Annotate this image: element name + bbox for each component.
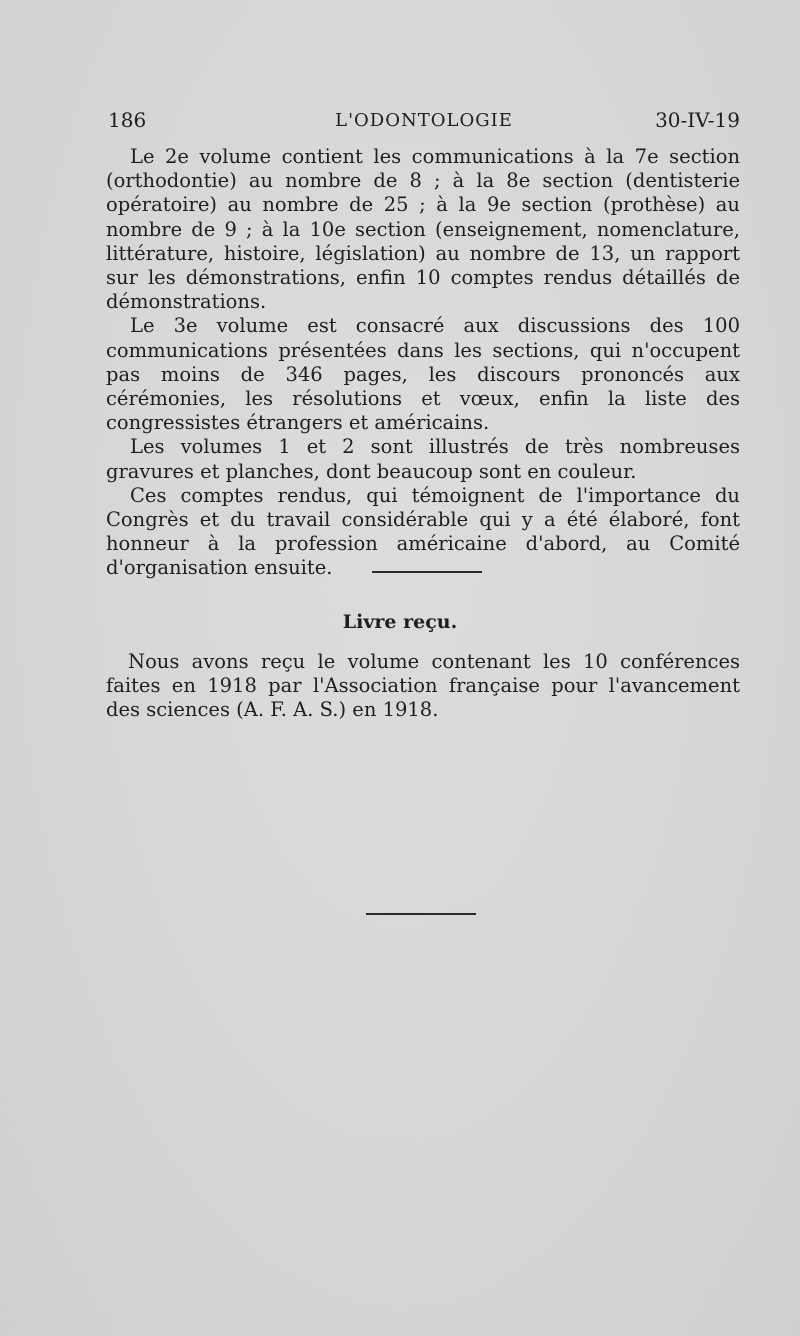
section-title: Livre reçu. <box>342 611 458 633</box>
page-number: 186 <box>108 108 147 132</box>
article-body <box>106 145 740 581</box>
paragraph: Nous avons reçu le volume contenant les 10 conférences faites en 1918 par l'Association française pour l'avancement des sciences (A. F. A. S.) en 1918. <box>106 650 740 722</box>
section-body <box>106 650 740 723</box>
issue-date: 30-IV-19 <box>655 108 740 132</box>
section-divider <box>372 571 482 573</box>
journal-title: L'ODONTOLOGIE <box>335 110 513 131</box>
paragraph: Les volumes 1 et 2 sont illustrés de très nombreuses gravures et planches, dont beaucoup sont en couleur. <box>106 435 740 483</box>
end-divider <box>366 913 476 915</box>
paragraph: Le 3e volume est consacré aux discussions des 100 communications présentées dans les sections, qui n'occupent pas moins de 346 pages, les discours prononcés aux cérémonies, les résolutions et vœux, enfin la liste des congressistes étrangers et américains. <box>106 314 740 435</box>
page-header <box>108 108 740 138</box>
paragraph: Ces comptes rendus, qui témoignent de l'importance du Congrès et du travail considérable qui y a été élaboré, font honneur à la profession américaine d'abord, au Comité d'organisation ensuite. <box>106 483 740 580</box>
paragraph: Le 2e volume contient les communications à la 7e section (orthodontie) au nombre de 8 ; à la 8e section (dentisterie opératoire) au nombre de 25 ; à la 9e section (prothèse) au nombre de 9 ; à la 10e section (enseignement, nomenclature, littérature, histoire, législation) au nombre de 13, un rapport sur les démonstrations, enfin 10 comptes rendus détaillés de démonstrations. <box>106 145 740 314</box>
